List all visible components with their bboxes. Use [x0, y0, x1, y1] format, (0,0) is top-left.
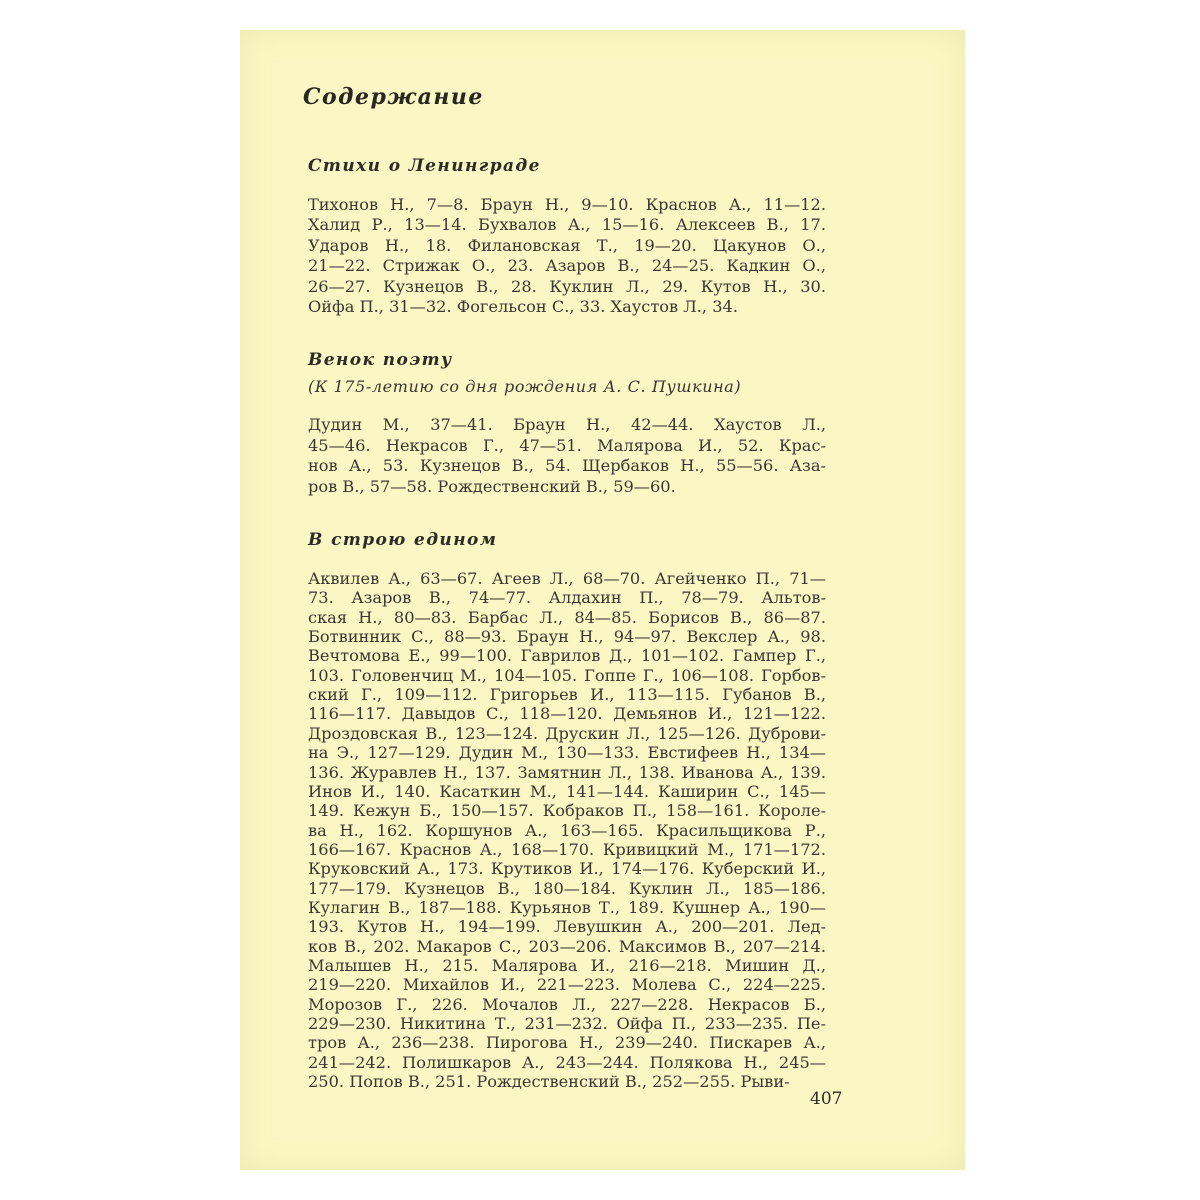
section-subtitle-pushkin-anniversary: (К 175-летию со дня рождения А. С. Пушкина) [308, 377, 742, 396]
text-line: 193. Кутов Н., 194—199. Левушкин А., 200—201. Лед- [308, 917, 826, 937]
text-line: 149. Кежун Б., 150—157. Кобраков П., 158—161. Короле- [308, 801, 826, 821]
text-line: Круковский А., 173. Крутиков И., 174—176. Куберский И., [308, 859, 826, 879]
text-line: Тихонов Н., 7—8. Браун Н., 9—10. Краснов А., 11—12. [308, 195, 826, 214]
text-line: ров В., 57—58. Рождественский В., 59—60. [308, 476, 676, 496]
text-line: Аквилев А., 63—67. Агеев Л., 68—70. Агейченко П., 71— [308, 569, 826, 588]
text-line: нов А., 53. Кузнецов В., 54. Щербаков Н., 55—56. Аза- [308, 456, 826, 476]
text-line: ва Н., 162. Коршунов А., 163—165. Красильщикова Р., [308, 820, 826, 840]
text-line: Инов И., 140. Касаткин М., 141—144. Каширин С., 145— [308, 781, 826, 801]
text-line: Халид Р., 13—14. Бухвалов А., 15—16. Алексеев В., 17. [308, 215, 826, 235]
text-line: 136. Журавлев Н., 137. Замятнин Л., 138. Иванова А., 139. [308, 762, 826, 782]
text-line: Морозов Г., 226. Мочалов Л., 227—228. Некрасов Б., [308, 994, 826, 1014]
text-line: на Э., 127—129. Дудин М., 130—133. Евстифеев Н., 134— [308, 743, 826, 763]
text-line: 45—46. Некрасов Г., 47—51. Малярова И., 52. Крас- [308, 435, 826, 455]
text-line: тров А., 236—238. Пирогова Н., 239—240. Пискарев А., [308, 1033, 826, 1053]
text-line: Ударов Н., 18. Филановская Т., 19—20. Цакунов О., [308, 235, 826, 255]
text-line: Дудин М., 37—41. Браун Н., 42—44. Хаустов Л., [308, 415, 826, 434]
text-line: ков В., 202. Макаров С., 203—206. Максимов В., 207—214. [308, 936, 826, 956]
text-line: 73. Азаров В., 74—77. Алдахин П., 78—79. Альтов- [308, 588, 826, 608]
page-title: Содержание [303, 84, 484, 110]
page-number: 407 [810, 1089, 843, 1109]
text-line: ский Г., 109—112. Григорьев И., 113—115. Губанов В., [308, 685, 826, 705]
text-line: 177—179. Кузнецов В., 180—184. Куклин Л., 185—186. [308, 878, 826, 898]
text-line: 166—167. Краснов А., 168—170. Кривицкий М., 171—172. [308, 839, 826, 859]
section-title-poems-about-leningrad: Стихи о Ленинграде [308, 156, 541, 176]
text-line: 229—230. Никитина Т., 231—232. Ойфа П., 233—235. Пе- [308, 1014, 826, 1034]
text-line: 250. Попов В., 251. Рождественский В., 252—255. Рыви- [308, 1072, 790, 1092]
text-line: ская Н., 80—83. Барбас Л., 84—85. Борисов В., 86—87. [308, 607, 826, 627]
text-line: Вечтомова Е., 99—100. Гаврилов Д., 101—102. Гампер Г., [308, 646, 826, 666]
text-line: 241—242. Полишкаров А., 243—244. Полякова Н., 245— [308, 1052, 826, 1072]
text-line: 103. Головенчиц М., 104—105. Гоппе Г., 106—108. Горбов- [308, 665, 826, 685]
section-title-in-single-ranks: В строю едином [308, 530, 498, 550]
book-page [240, 30, 965, 1170]
text-line: 26—27. Кузнецов В., 28. Куклин Л., 29. Кутов Н., 30. [308, 276, 826, 296]
section-title-wreath-to-poet: Венок поэту [308, 350, 453, 370]
text-line: 219—220. Михайлов И., 221—223. Молева С., 224—225. [308, 975, 826, 995]
text-line: 116—117. Давыдов С., 118—120. Демьянов И., 121—122. [308, 704, 826, 724]
text-line: Ойфа П., 31—32. Фогельсон С., 33. Хаустов Л., 34. [308, 297, 738, 316]
text-line: Ботвинник С., 88—93. Браун Н., 94—97. Векслер А., 98. [308, 627, 826, 647]
text-line: 21—22. Стрижак О., 23. Азаров В., 24—25. Кадкин О., [308, 256, 826, 276]
text-line: Малышев Н., 215. Малярова И., 216—218. Мишин Д., [308, 956, 826, 975]
text-line: Дроздовская В., 123—124. Друскин Л., 125—126. Дуброви- [308, 723, 826, 743]
text-line: Кулагин В., 187—188. Курьянов Т., 189. Кушнер А., 190— [308, 897, 826, 917]
